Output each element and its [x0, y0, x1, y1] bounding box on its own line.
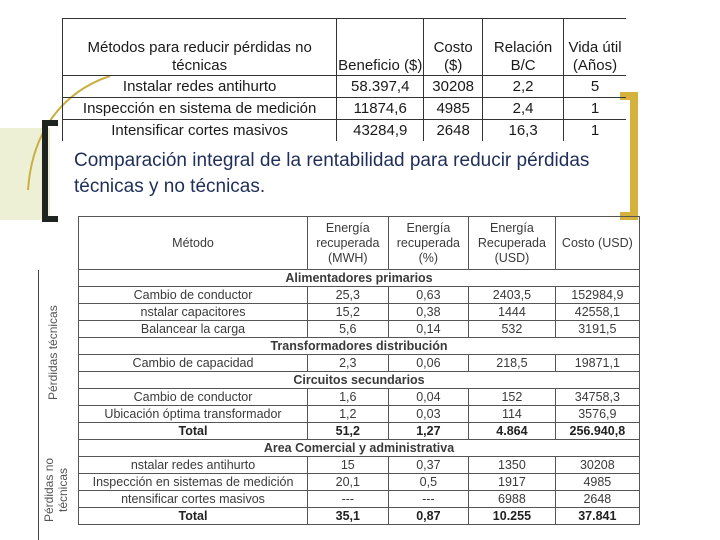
- table-cell: 1,2: [308, 406, 389, 423]
- table-cell: 5: [564, 76, 626, 98]
- section-title: Area Comercial y administrativa: [79, 440, 640, 457]
- side-divider: [38, 270, 39, 444]
- table-cell: 218,5: [469, 355, 556, 372]
- total-row: [79, 508, 640, 525]
- section-row: [79, 270, 640, 287]
- table-row: [79, 457, 640, 474]
- total-row: [79, 423, 640, 440]
- table-cell: nstalar redes antihurto: [79, 457, 308, 474]
- section-title: Circuitos secundarios: [79, 372, 640, 389]
- table-cell: 4985: [555, 474, 639, 491]
- section-row: [79, 372, 640, 389]
- table-header-row: [63, 19, 627, 76]
- column-header: Beneficio ($): [337, 19, 424, 76]
- table-cell: 0,14: [388, 321, 469, 338]
- table-cell: 1,6: [308, 389, 389, 406]
- table-cell: 1: [564, 98, 626, 120]
- slide-heading: Comparación integral de la rentabilidad para reducir pérdidas técnicas y no técnicas.: [74, 150, 590, 197]
- table-row: [79, 389, 640, 406]
- table-cell: 51,2: [308, 423, 389, 440]
- table-cell: ---: [308, 491, 389, 508]
- table-cell: 1,27: [388, 423, 469, 440]
- table-row: [79, 321, 640, 338]
- table-cell: nstalar capacitores: [79, 304, 308, 321]
- table-row: [79, 406, 640, 423]
- table-cell: 25,3: [308, 287, 389, 304]
- table-cell: 3191,5: [555, 321, 639, 338]
- table-cell: 0,5: [388, 474, 469, 491]
- table-cell: 4.864: [469, 423, 556, 440]
- column-header: Energía Recuperada (USD): [469, 217, 556, 270]
- table-cell: 0,63: [388, 287, 469, 304]
- table-cell: 11874,6: [337, 98, 424, 120]
- table-cell: 1: [590, 121, 600, 139]
- table-cell: 30208: [555, 457, 639, 474]
- column-header: Vida útil (Años): [564, 19, 626, 76]
- column-header: Energía recuperada (MWH): [308, 217, 389, 270]
- column-header: Método: [79, 217, 308, 270]
- table-cell: Cambio de capacidad: [79, 355, 308, 372]
- section-title: Alimentadores primarios: [79, 270, 640, 287]
- table-cell: 1444: [469, 304, 556, 321]
- side-label-non-technical: Pérdidas no técnicas: [42, 457, 70, 523]
- column-header: Relación B/C: [483, 19, 564, 76]
- column-header: Energía recuperada (%): [388, 217, 469, 270]
- table-cell: 37.841: [555, 508, 639, 525]
- column-header: Métodos para reducir pérdidas no técnicas: [63, 19, 337, 76]
- table-cell: Inspección en sistema de medición: [63, 98, 337, 120]
- table-cell: 152984,9: [555, 287, 639, 304]
- side-divider: [38, 444, 39, 540]
- table-cell: 10.255: [469, 508, 556, 525]
- table-cell: 1350: [469, 457, 556, 474]
- table-row: [63, 98, 627, 120]
- side-label-technical: Pérdidas técnicas: [46, 305, 60, 401]
- table-cell: 0,04: [388, 389, 469, 406]
- table-row: [79, 304, 640, 321]
- table-cell: 2,4: [483, 98, 564, 120]
- table-cell: Intensificar cortes masivos: [63, 120, 337, 142]
- table-cell: 6988: [469, 491, 556, 508]
- table-cell: 114: [469, 406, 556, 423]
- section-row: [79, 440, 640, 457]
- table-cell: 3576,9: [555, 406, 639, 423]
- table-cell: Total: [79, 508, 308, 525]
- table-cell: 20,1: [308, 474, 389, 491]
- table-cell: 2403,5: [469, 287, 556, 304]
- table-cell: ---: [388, 491, 469, 508]
- table-cell: Total: [79, 423, 308, 440]
- table-cell: 2,3: [308, 355, 389, 372]
- table-cell: 152: [469, 389, 556, 406]
- table-cell: 5,6: [308, 321, 389, 338]
- technical-losses-table: [78, 216, 640, 525]
- non-technical-methods-table: [62, 18, 626, 141]
- table-row: [79, 287, 640, 304]
- table-cell: 532: [469, 321, 556, 338]
- table-cell: 43284,9: [337, 120, 424, 142]
- table-cell: 58.397,4: [337, 76, 424, 98]
- table-row: [63, 76, 627, 98]
- table-cell: 1917: [469, 474, 556, 491]
- table-cell: Inspección en sistemas de medición: [79, 474, 308, 491]
- table-cell: 35,1: [308, 508, 389, 525]
- section-title: Transformadores distribución: [79, 338, 640, 355]
- table-cell: Cambio de conductor: [79, 287, 308, 304]
- table-cell: 0,38: [388, 304, 469, 321]
- table-cell: 19871,1: [555, 355, 639, 372]
- table-cell: 4985: [424, 98, 483, 120]
- table-cell: 42558,1: [555, 304, 639, 321]
- column-header: Costo ($): [424, 19, 483, 76]
- table-cell: Ubicación óptima transformador: [79, 406, 308, 423]
- table-cell: 0,87: [388, 508, 469, 525]
- table-cell: 256.940,8: [555, 423, 639, 440]
- table-cell: ntensificar cortes masivos: [79, 491, 308, 508]
- table-cell: 2,2: [483, 76, 564, 98]
- table-cell: 0,03: [388, 406, 469, 423]
- table-cell: Instalar redes antihurto: [63, 76, 337, 98]
- column-header: Costo (USD): [555, 217, 639, 270]
- table-row: [63, 120, 627, 142]
- table-cell: 16,3: [483, 120, 564, 142]
- table-cell: 34758,3: [555, 389, 639, 406]
- left-bracket: [42, 120, 58, 222]
- table-cell: 2648: [424, 120, 483, 142]
- table-header-row: [79, 217, 640, 270]
- table-cell: 15,2: [308, 304, 389, 321]
- section-row: [79, 338, 640, 355]
- table-cell: Cambio de conductor: [79, 389, 308, 406]
- table-cell: 15: [308, 457, 389, 474]
- table-row: [79, 491, 640, 508]
- table-cell: 2648: [555, 491, 639, 508]
- table-row: [79, 355, 640, 372]
- table-row: [79, 474, 640, 491]
- table-cell: Balancear la carga: [79, 321, 308, 338]
- table-cell: 0,37: [388, 457, 469, 474]
- table-cell: 30208: [424, 76, 483, 98]
- table-cell: 0,06: [388, 355, 469, 372]
